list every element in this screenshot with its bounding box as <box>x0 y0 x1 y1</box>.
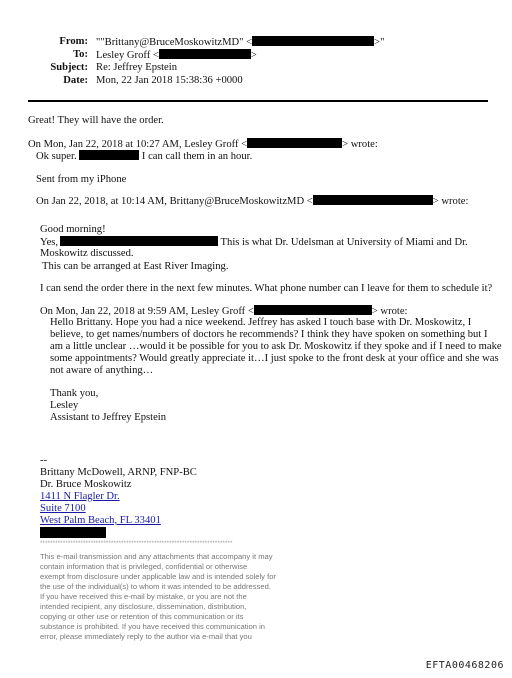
quote3-line: am a little unclear …would it be possible for you to ask Dr. Moskowitz if they spoke and if I need to make <box>50 341 502 352</box>
header-divider <box>28 100 488 102</box>
quote1-ok-rest: I can call them in an hour. <box>141 151 253 162</box>
address-link-1[interactable]: 1411 N Flagler Dr. <box>40 491 120 502</box>
to-label: To: <box>73 49 88 60</box>
sender-name: Lesley <box>50 400 79 411</box>
disclaimer-line: exempt from disclosure under applicable law and is intended solely for <box>40 572 276 581</box>
quote-header-text: On Mon, Jan 22, 2018 at 9:59 AM, Lesley Groff < <box>40 306 254 317</box>
quote-header-end: > wrote: <box>342 139 378 150</box>
date-label: Date: <box>63 75 88 86</box>
address-link-3[interactable]: West Palm Beach, FL 33401 <box>40 515 161 526</box>
quote-header-text: On Mon, Jan 22, 2018 at 10:27 AM, Lesley Groff < <box>28 139 248 150</box>
quote1-ok <box>36 150 252 163</box>
yes-text: Yes, <box>40 237 59 248</box>
sig-name: Brittany McDowell, ARNP, FNP-BC <box>40 467 197 478</box>
date-value: Mon, 22 Jan 2018 15:38:36 +0000 <box>96 75 243 86</box>
quote-header-end: > wrote: <box>371 306 408 317</box>
to-address: Lesley Groff < <box>96 50 159 61</box>
sig-address-2[interactable] <box>40 503 86 515</box>
redaction-block <box>252 36 374 46</box>
disclaimer-line: the use of the individual(s) to whom it was intended to be addressed. <box>40 582 271 591</box>
reply-text: Great! They will have the order. <box>28 115 164 126</box>
disclaimer-separator: **************************************************************************** <box>40 541 233 547</box>
disclaimer-line: If you have received this e-mail by mistake, or you are not the <box>40 592 247 601</box>
from-value <box>96 36 384 48</box>
moskowitz-discussed: Moskowitz discussed. <box>40 248 134 259</box>
to-end: > <box>250 50 257 61</box>
from-address: ""Brittany@BruceMoskowitzMD" < <box>96 37 253 48</box>
quote3-line: believe, to get names/numbers of doctors he recommends? I think they have spoken on something but I <box>50 329 488 340</box>
good-morning: Good morning! <box>40 224 106 235</box>
send-order-line: I can send the order there in the next few minutes. What phone number can I leave for them to schedule it? <box>40 283 493 294</box>
disclaimer-line: contain information that is privileged, confidential or otherwise <box>40 562 248 571</box>
sig-doctor: Dr. Bruce Moskowitz <box>40 479 132 490</box>
address-link-2[interactable]: Suite 7100 <box>40 503 86 514</box>
sig-address-3[interactable] <box>40 515 161 527</box>
subject-label: Subject: <box>50 62 88 73</box>
yes-rest: This is what Dr. Udelsman at University of Miami and Dr. <box>220 237 468 248</box>
arranged-line: This can be arranged at East River Imaging. <box>42 261 229 272</box>
from-end: >" <box>374 37 385 48</box>
redaction-block <box>79 150 139 160</box>
disclaimer <box>40 552 370 642</box>
sig-dashes: -- <box>40 455 48 466</box>
disclaimer-line: error, please immediately reply to the author via e-mail that you <box>40 632 252 641</box>
to-value <box>96 49 257 61</box>
sig-address-1[interactable] <box>40 491 120 503</box>
quote1-ok-text: Ok super. <box>36 151 77 162</box>
quote2-header <box>36 195 468 208</box>
subject-value: Re: Jeffrey Epstein <box>96 62 177 73</box>
from-label: From: <box>59 36 88 47</box>
sig-redaction <box>40 527 106 540</box>
quote-header-end: > wrote: <box>432 196 469 207</box>
disclaimer-line: copying or other use or retention of this communication or its <box>40 612 244 621</box>
sender-title: Assistant to Jeffrey Epstein <box>50 412 167 423</box>
redaction-block <box>254 305 372 315</box>
quote-header-text: On Jan 22, 2018, at 10:14 AM, Brittany@BruceMoskowitzMD < <box>36 196 313 207</box>
redaction-block <box>159 49 251 59</box>
disclaimer-line: intended recipient, any disclosure, dissemination, distribution, <box>40 602 247 611</box>
document-id: EFTA00468206 <box>425 660 504 671</box>
sent-from: Sent from my iPhone <box>36 174 127 185</box>
quote3-line: not aware of anything… <box>50 365 154 376</box>
redaction-block <box>60 236 218 246</box>
thank-you: Thank you, <box>50 388 99 399</box>
redaction-block <box>247 138 342 148</box>
disclaimer-line: This e-mail transmission and any attachments that accompany it may <box>40 552 273 561</box>
redaction-block <box>313 195 433 205</box>
disclaimer-line: substance is prohibited. If you have received this communication in <box>40 622 265 631</box>
redaction-block <box>40 527 106 538</box>
quote3-line: Hello Brittany. Hope you had a nice weekend. Jeffrey has asked I touch base with Dr. Moskowitz, I <box>50 317 472 328</box>
quote3-line: some appointments? Would greatly appreciate it…I just spoke to the front desk at your office and she was <box>50 353 499 364</box>
